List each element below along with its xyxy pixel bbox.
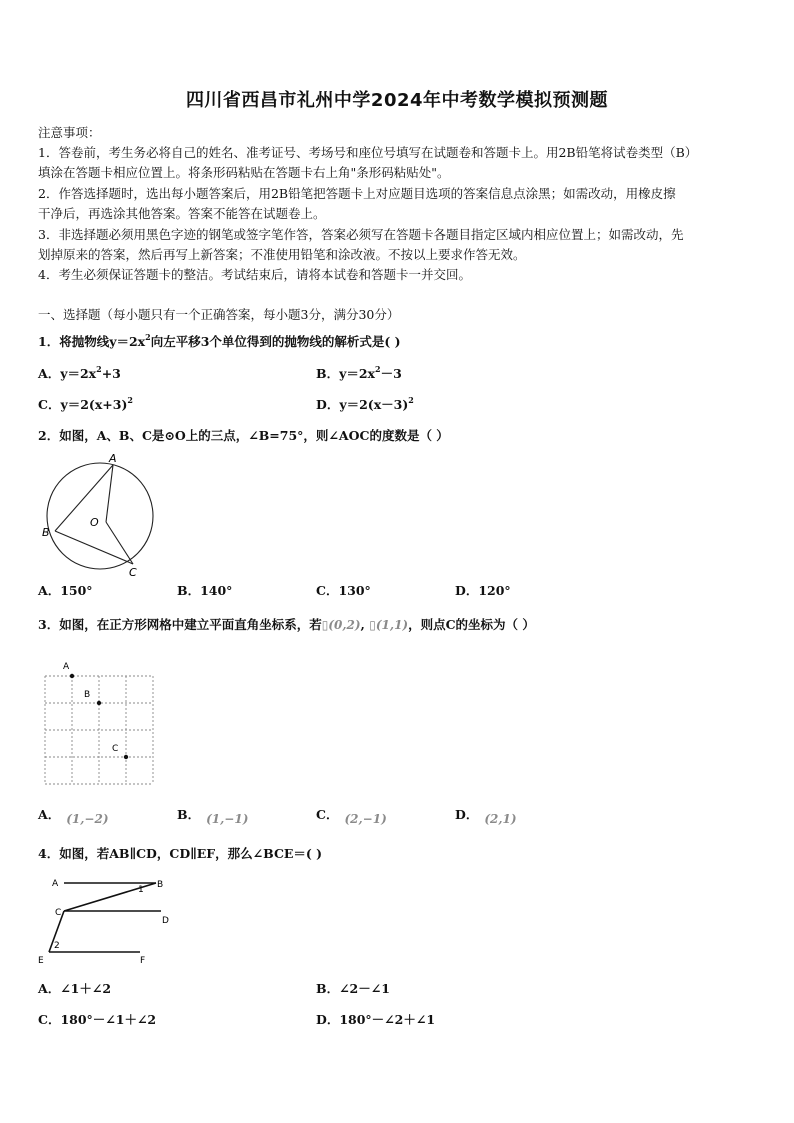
q3-b-value: (1,−1) xyxy=(206,812,249,826)
q3-option-c[interactable] xyxy=(316,806,387,824)
page-title: 四川省西昌市礼州中学2024年中考数学模拟预测题 xyxy=(185,90,609,111)
q3-c-label: C． xyxy=(316,807,339,822)
q2-option-c[interactable]: C．130° xyxy=(316,583,371,598)
q3-d-label: D． xyxy=(455,807,479,822)
q4-option-c[interactable]: C．180°－∠1＋∠2 xyxy=(38,1012,157,1027)
q4-parallel-lines-figure xyxy=(36,872,169,967)
q3-stem-part-a: 3．如图，在正方形网格中建立平面直角坐标系，若 xyxy=(38,617,322,632)
segment-ao xyxy=(106,465,113,522)
notes-line-7: 4．考生必须保证答题卡的整洁。考试结束后，请将本试卷和答题卡一并交回。 xyxy=(38,267,471,282)
q1-option-c[interactable] xyxy=(38,396,133,414)
notes-line-6: 划掉原来的答案，然后再写上新答案；不准使用铅笔和涂改液。不按以上要求作答无效。 xyxy=(38,247,526,262)
question-2-stem: 2．如图，A、B、C是⊙O上的三点，∠B=75°，则∠AOC的度数是（ ） xyxy=(38,428,449,443)
q1-option-b[interactable] xyxy=(316,365,402,383)
q2-circle-figure xyxy=(38,452,168,582)
q1-d-exponent: 2 xyxy=(408,394,414,405)
label-b: B xyxy=(42,526,50,539)
q2-option-a[interactable]: A．150° xyxy=(38,583,93,598)
q1-option-d[interactable] xyxy=(316,396,414,414)
angle-2-label: 2 xyxy=(54,941,60,951)
q1-a-tail: +3 xyxy=(101,366,121,381)
label-c: C xyxy=(55,908,62,918)
label-c: C xyxy=(129,566,137,579)
label-o: O xyxy=(90,516,99,529)
q1-stem-exponent: 2 xyxy=(145,331,151,342)
q3-grid-figure xyxy=(40,660,156,788)
q3-separator: , xyxy=(360,617,365,632)
question-1-stem xyxy=(38,333,401,351)
q1-c-exponent: 2 xyxy=(127,394,133,405)
q3-option-a[interactable] xyxy=(38,806,109,824)
q3-d-value: (2,1) xyxy=(484,812,517,826)
q1-stem-part-b: 向左平移3个单位得到的抛物线的解析式是( ) xyxy=(150,334,401,349)
dotted-grid xyxy=(45,676,153,784)
q3-b-label: B． xyxy=(177,807,201,822)
notes-line-1: 1．答卷前，考生务必将自己的姓名、准考证号、考场号和座位号填写在试题卷和答题卡上。用2B铅笔将试卷类型（B） xyxy=(38,145,698,160)
q1-stem-part-a: 1．将抛物线y＝2x xyxy=(38,334,146,349)
label-a: A xyxy=(63,662,70,672)
q3-c-value: (2,−1) xyxy=(344,812,387,826)
label-c: C xyxy=(112,744,119,754)
point-b xyxy=(97,701,101,705)
label-a: A xyxy=(109,452,117,465)
q3-a-label: A． xyxy=(38,807,61,822)
label-e: E xyxy=(38,956,44,966)
point-c xyxy=(124,755,128,759)
q3-option-b[interactable] xyxy=(177,806,248,824)
q1-b-text: B．y＝2x xyxy=(316,366,375,381)
q3-stem-part-b: ，则点C的坐标为（ ） xyxy=(408,617,535,632)
section-heading: 一、选择题（每小题只有一个正确答案，每小题3分，满分30分） xyxy=(38,307,400,322)
q3-option-d[interactable] xyxy=(455,806,517,824)
notes-line-3: 2．作答选择题时，选出每小题答案后，用2B铅笔把答题卡上对应题目选项的答案信息点涂黑；如需改动，用橡皮擦 xyxy=(38,186,676,201)
segment-ab xyxy=(55,465,113,531)
q1-c-text: C．y＝2(x+3) xyxy=(38,397,128,412)
q4-option-b[interactable]: B．∠2－∠1 xyxy=(316,981,390,996)
notes-line-4: 干净后，再选涂其他答案。答案不能答在试题卷上。 xyxy=(38,206,326,221)
q1-a-text: A．y＝2x xyxy=(38,366,97,381)
label-b: B xyxy=(84,690,91,700)
label-b: B xyxy=(157,880,164,890)
q4-option-d[interactable]: D．180°－∠2＋∠1 xyxy=(316,1012,436,1027)
q2-option-d[interactable]: D．120° xyxy=(455,583,511,598)
notes-line-5: 3．非选择题必须用黑色字迹的钢笔或签字笔作答，答案必须写在答题卡各题目指定区域内相应位置上；如需改动，先 xyxy=(38,227,684,242)
q1-a-exponent: 2 xyxy=(96,363,102,374)
segment-bc xyxy=(55,531,133,564)
notes-heading: 注意事项： xyxy=(38,125,101,140)
q1-b-tail: －3 xyxy=(380,366,402,381)
question-3-stem xyxy=(38,616,535,634)
notes-line-2: 填涂在答题卡相应位置上。将条形码粘贴在答题卡右上角"条形码粘贴处"。 xyxy=(38,165,450,180)
q3-coord-b-image: ▯(1,1) xyxy=(369,618,409,632)
label-d: D xyxy=(162,916,169,926)
circle-o xyxy=(47,463,153,569)
q1-option-a[interactable] xyxy=(38,365,121,383)
q3-coord-a-image: ▯(0,2) xyxy=(321,618,361,632)
angle-1-label: 1 xyxy=(138,885,144,895)
label-f: F xyxy=(140,956,146,966)
q2-option-b[interactable]: B．140° xyxy=(177,583,233,598)
point-a xyxy=(70,674,74,678)
label-a: A xyxy=(52,879,59,889)
q4-option-a[interactable]: A．∠1＋∠2 xyxy=(38,981,112,996)
q1-b-exponent: 2 xyxy=(374,363,381,374)
question-4-stem: 4．如图，若AB∥CD，CD∥EF，那么∠BCE＝( ) xyxy=(38,846,323,861)
q1-d-text: D．y＝2(x－3) xyxy=(316,397,409,412)
q3-a-value: (1,−2) xyxy=(66,812,109,826)
